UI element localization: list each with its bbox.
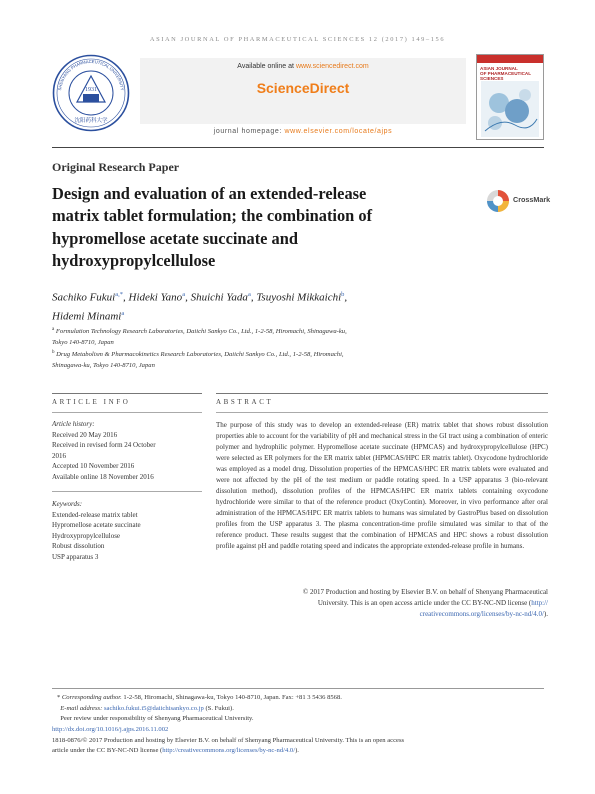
keyword-item: USP apparatus 3 (52, 552, 99, 561)
title-line: hypromellose acetate succinate and (52, 228, 298, 248)
article-info-rule (52, 412, 202, 413)
author-affiliation-mark[interactable]: a,* (115, 291, 123, 298)
author-name[interactable]: Hidemi Minami (52, 310, 122, 323)
author-affiliation-mark[interactable]: b (341, 291, 345, 298)
issn-license-link[interactable]: http://creativecommons.org/licenses/by-nc-nd/4.0/ (162, 747, 296, 754)
corresponding-author-note: * Corresponding author. 1-2-58, Hiromachi, Shinagawa-ku, Tokyo 140-8710, Japan. Fax: +81 3 5436 8568. (56, 694, 342, 701)
article-type: Original Research Paper (52, 160, 180, 174)
affiliation-b: $^b$ Drug Metabolism & Pharmacokinetics Research Laboratories, Daiichi Sankyo Co., Ltd., 1-2-58, Hiromachi, Shinagawa-ku, Tokyo 140-8710, Japan (52, 350, 344, 369)
history-item: 2016 (52, 451, 66, 460)
doi (52, 725, 544, 735)
keyword-item: Extended-release matrix tablet (52, 510, 138, 519)
abstract-heading: ABSTRACT (216, 398, 274, 406)
email-link[interactable]: sachiko.fukui.i5@daiichisankyo.co.jp (103, 704, 204, 712)
affiliation-a: $^a$ Formulation Technology Research Laboratories, Daiichi Sankyo Co., Ltd., 1-2-58, Hiromachi, Shinagawa-ku, Tokyo 140-8710, Japan (52, 327, 347, 346)
seal-english-text: SHENYANG PHARMACEUTICAL UNIVERSITY (57, 58, 125, 91)
history-item: Received in revised form 24 October (52, 441, 156, 449)
history-item: Available online 18 November 2016 (52, 472, 154, 481)
keyword-item: Hypromellose acetate succinate (52, 521, 141, 529)
article-info-heading: ARTICLE INFO (52, 398, 131, 406)
email-note: E-mail address: sachiko.fukui.i5@daiichisankyo.co.jp (S. Fukui). (60, 704, 234, 712)
author-affiliation-mark[interactable]: a (247, 291, 251, 298)
title-line: Design and evaluation of an extended-release (52, 184, 367, 203)
issn-license: article under the CC BY-NC-ND license (http://creativecommons.org/licenses/by-nc-nd/4.0/). (52, 747, 299, 754)
crossmark-label: CrossMark (513, 195, 551, 204)
title-line: matrix tablet formulation; the combination of (52, 206, 373, 226)
author-affiliation-mark[interactable]: a (121, 309, 125, 317)
keyword-item: Hydroxypropylcellulose (52, 531, 121, 540)
seal-chinese-text: 沈阳药科大学 (74, 118, 108, 124)
abstract-top-rule (216, 393, 548, 394)
article-info-top-rule (52, 393, 202, 394)
copyright-notice: © 2017 Production and hosting by Elsevier B.V. on behalf of Shenyang Pharmaceutical University. This is an open access article under the CC BY-NC-ND license (http:// creativecommons.org/licenses/by-nc-nd/4.0/). (302, 588, 548, 618)
author-name[interactable]: Shuichi Yada (190, 291, 248, 304)
cover-artwork (481, 81, 539, 137)
abstract-rule (216, 412, 548, 413)
footnote-rule (52, 688, 544, 689)
author-name[interactable]: Hideki Yano (128, 291, 183, 304)
sciencedirect-brand: ScienceDirect (256, 80, 350, 96)
history-item: Received 20 May 2016 (52, 430, 118, 439)
running-header: ASIAN JOURNAL OF PHARMACEUTICAL SCIENCES 12 (2017) 149–156 (149, 36, 446, 43)
issn-line: 1818-0876/© 2017 Production and hosting by Elsevier B.V. on behalf of Shenyang Pharmaceutical University. This is an open access (52, 736, 405, 744)
license-link-continued[interactable]: creativecommons.org/licenses/by-nc-nd/4.0/ (419, 610, 544, 618)
author-list: Sachiko Fukui$^{a,*}$, Hideki Yano$^a$, Shuichi Yada$^a$, Tsuyoshi Mikkaichi$^b$, Hidemi Minami$^a$ (52, 291, 348, 323)
sciencedirect-link[interactable]: www.sciencedirect.com (295, 63, 369, 70)
journal-cover-image (476, 54, 544, 140)
article-history (52, 419, 202, 482)
author-affiliation-mark[interactable]: a (182, 291, 186, 298)
available-online: Available online at www.sciencedirect.com (237, 63, 369, 70)
cover-title: ASIAN JOURNAL OF PHARMACEUTICAL SCIENCES (480, 66, 531, 81)
journal-homepage-link[interactable]: www.elsevier.com/locate/ajps (284, 128, 393, 135)
peer-review-note: Peer review under responsibility of Shenyang Pharmaceutical University. (60, 715, 254, 722)
seal-year: 1931 (85, 87, 97, 93)
author-name[interactable]: Sachiko Fukui (52, 291, 116, 304)
keywords-label: Keywords: (52, 500, 83, 508)
university-seal-logo (52, 54, 130, 132)
keywords (52, 499, 202, 562)
doi-link[interactable]: http://dx.doi.org/10.1016/j.ajps.2016.11.002 (52, 726, 169, 733)
article-title (52, 183, 432, 273)
license-link[interactable]: http:// (531, 599, 548, 607)
journal-homepage: journal homepage: www.elsevier.com/locate/ajps (213, 128, 393, 135)
keyword-item: Robust dissolution (52, 542, 105, 550)
history-item: Accepted 10 November 2016 (52, 462, 135, 470)
cover-band (477, 55, 543, 63)
author-name[interactable]: Tsuyoshi Mikkaichi (256, 291, 342, 304)
masthead-rule (52, 147, 544, 148)
abstract-text: The purpose of this study was to develop an extended-release (ER) matrix tablet that shows robust dissolution properties able to account for the variability of pH and mechanical stress in the GI tract using a combination of enteric polymer and hydrophilic polymer. Hypromellose acetate succinate (HPMCAS) and hydroxypropylcellulose (HPC) were selected as ER polymers for the ER matrix tablet (HPMCAS/HPC ER matrix tablet). Oxycodone hydrochloride was employed as a model drug. Dissolution properties of the HPMCAS/HPC ER matrix tablets were evaluated and were not affected by the pH of the test medium or paddle rotating speed. In a USP apparatus 3 (bio-relevant dissolution method), dissolution profiles of the HPMCAS/HPC ER matrix tablets containing oxycodone hydrochloride were similar to that of the reference product (OxyContin). Moreover, in vivo performance after oral administration of the HPMCAS/HPC ER matrix tablets to humans was simulated by GastroPlus based on dissolution profiles from the USP apparatus 3. The plasma concentration-time profile simulated was similar to that of the reference product. These results suggest that the combination of HPMCAS and HPC shows a robust dissolution profile against pH and paddle rotating speed and indicates the appropriate extended-release profile in humans. (216, 421, 548, 550)
history-label: Article history: (52, 420, 95, 428)
title-line: hydroxypropylcellulose (52, 251, 216, 271)
keywords-rule (52, 491, 202, 492)
